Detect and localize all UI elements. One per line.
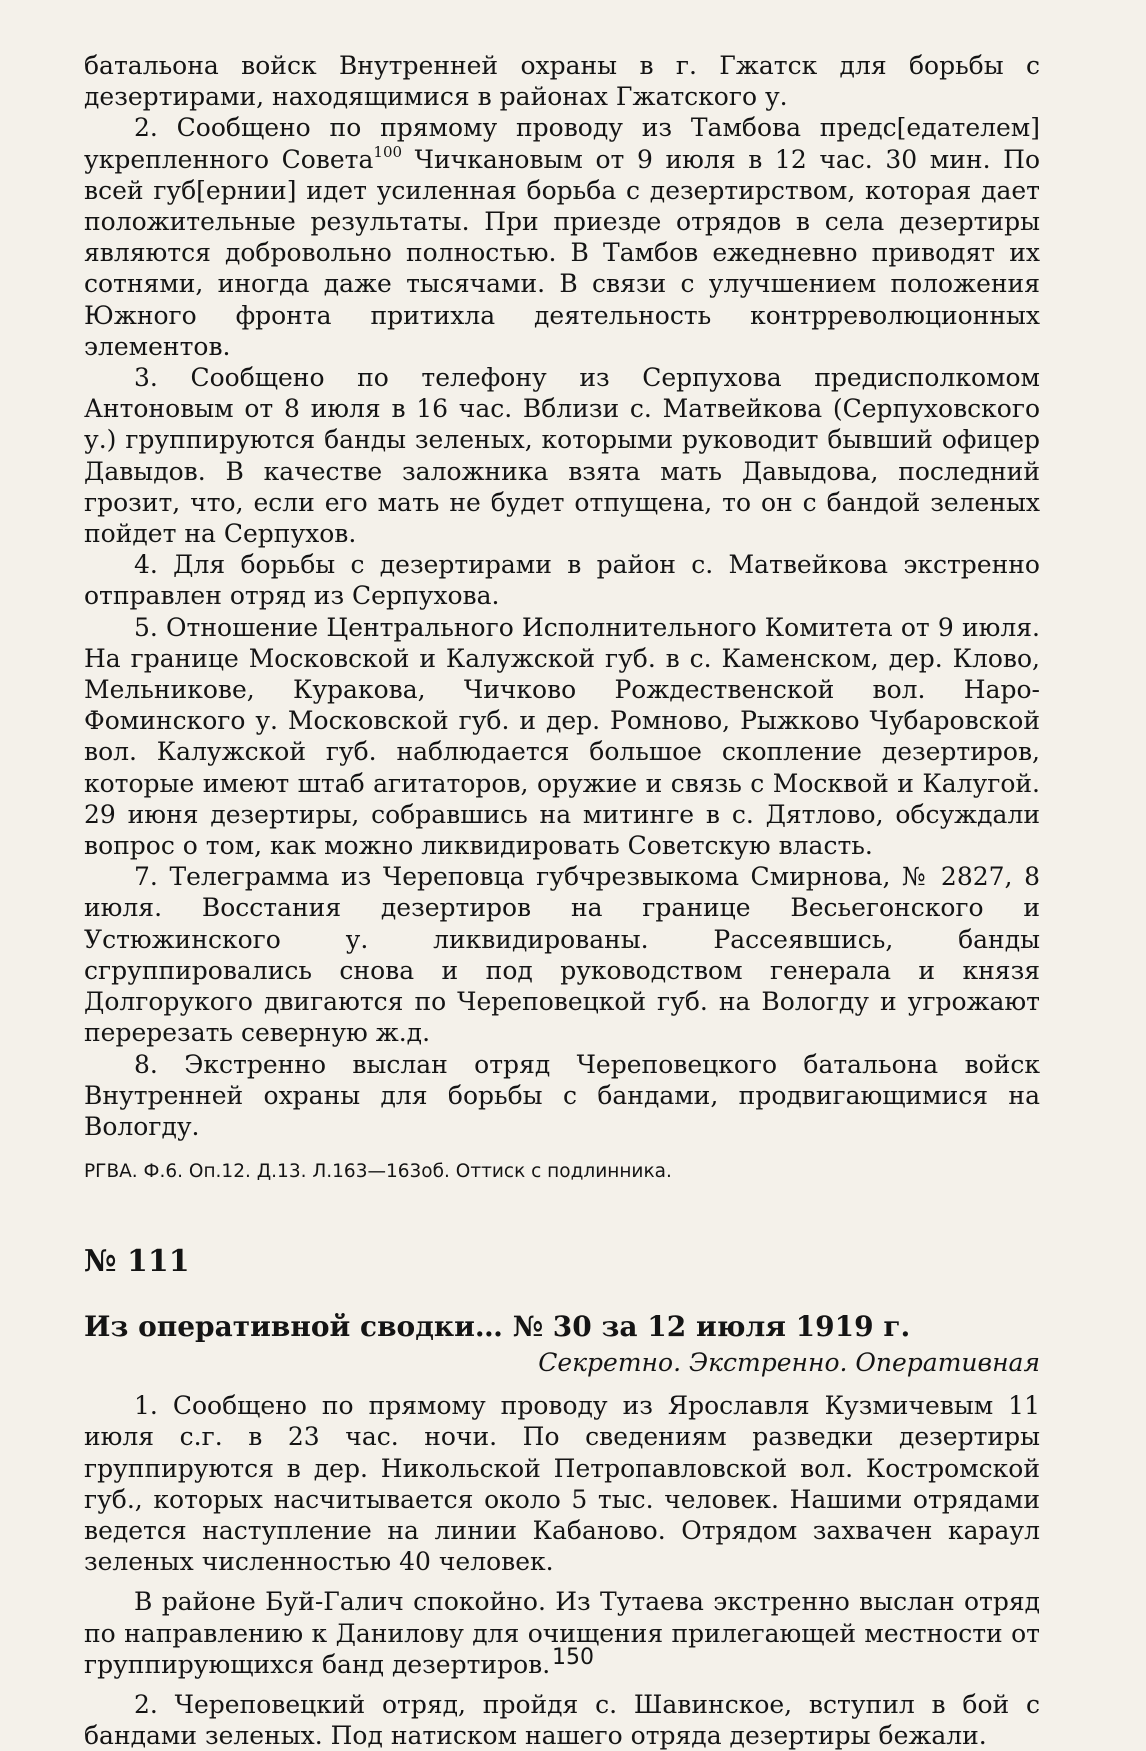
footnote-reference: 100 <box>373 142 403 161</box>
spacer <box>84 1577 1040 1586</box>
paragraph-item-3: 3. Сообщено по телефону из Серпухова предисполкомом Антоновым от 8 июля в 16 час. Вблизи с. Матвейкова (Серпуховского у.) группируются банды зеленых, которыми руководит бывший офицер Давыдов. В качестве заложника взята мать Давыдова, последний грозит, что, если его мать не будет отпущена, то он с бандой зеленых пойдет на Серпухов. <box>84 363 1040 549</box>
document-title: Из оперативной сводки… № 30 за 12 июля 1919 г. <box>84 1310 911 1344</box>
paragraph-item-5: 5. Отношение Центрального Исполнительного Комитета от 9 июля. На границе Московской и Калужской губ. в с. Каменском, дер. Клово, Мельникове, Куракова, Чичково Рождественской вол. Наро-Фоминского у. Московской губ. и дер. Ромново, Рыжково Чубаровской вол. Калужской губ. наблюдается большое скопление дезертиров, которые имеют штаб агитаторов, оружие и связь с Москвой и Калугой. 29 июня дезертиры, собравшись на митинге в с. Дятлово, обсуждали вопрос о том, как можно ликвидировать Советскую власть. <box>84 612 1040 861</box>
archive-source-note: РГВА. Ф.6. Оп.12. Д.13. Л.163—163об. Оттиск с подлинника. <box>84 1161 672 1183</box>
paragraph-item-2 <box>84 112 1040 362</box>
document-paragraph-2: В районе Буй-Галич спокойно. Из Тутаева экстренно выслан отряд по направлению к Данилову для очищения прилегающей местности от группирующихся банд дезертиров. <box>84 1587 1040 1679</box>
paragraph-item-2-end: Чичкановым от 9 июля в 12 час. 30 мин. По всей губ[ернии] идет усиленная борьба с дезертирством, которая дает положительные результаты. При приезде отрядов в села дезертиры являются добровольно полностью. В Тамбов ежедневно приводят их сотнями, иногда даже тысячами. В связи с улучшением положения Южного фронта притихла деятельность контрреволюционных элементов. <box>84 144 1041 361</box>
document-paragraph-1: 1. Сообщено по прямому проводу из Ярославля Кузмичевым 11 июля с.г. в 23 час. ночи. По сведениям разведки дезертиры группируются в дер. Никольской Петропавловской вол. Костромской губ., которых насчитывается около 5 тыс. человек. Нашими отрядами ведется наступление на линии Кабаново. Отрядом захвачен караул зеленых численностью 40 человек. <box>84 1391 1040 1577</box>
spacer <box>84 1381 1040 1390</box>
paragraph-item-8: 8. Экстренно выслан отряд Череповецкого батальона войск Внутренней охраны для борьбы с бандами, продвигающимися на Вологду. <box>84 1049 1040 1141</box>
paragraph-item-2-start: 2. Сообщено по прямому проводу из Тамбова предс[едателем] укрепленного Совета <box>84 113 1040 174</box>
document-classification: Секретно. Экстренно. Оперативная <box>538 1348 1040 1378</box>
paragraph-item-4: 4. Для борьбы с дезертирами в район с. Матвейкова экстренно отправлен отряд из Серпухова. <box>84 550 1040 611</box>
page-number: 150 <box>552 1645 594 1670</box>
page-text <box>84 50 1040 1751</box>
paragraph-continuation: батальона войск Внутренней охраны в г. Гжатск для борьбы с дезертирами, находящимися в районах Гжатского у. <box>84 51 1040 112</box>
document-paragraph-3: 2. Череповецкий отряд, пройдя с. Шавинское, вступил в бой с бандами зеленых. Под натиском нашего отряда дезертиры бежали. <box>84 1689 1040 1751</box>
spacer <box>84 1680 1040 1689</box>
paragraph-item-7: 7. Телеграмма из Череповца губчрезвыкома Смирнова, № 2827, 8 июля. Восстания дезертиров на границе Весьегонского и Устюжинского у. ликвидированы. Рассеявшись, банды сгруппировались снова и под руководством генерала и князя Долгорукого двигаются по Череповецкой губ. на Вологду и угрожают перерезать северную ж.д. <box>84 862 1040 1048</box>
document-number: № 111 <box>84 1244 190 1280</box>
